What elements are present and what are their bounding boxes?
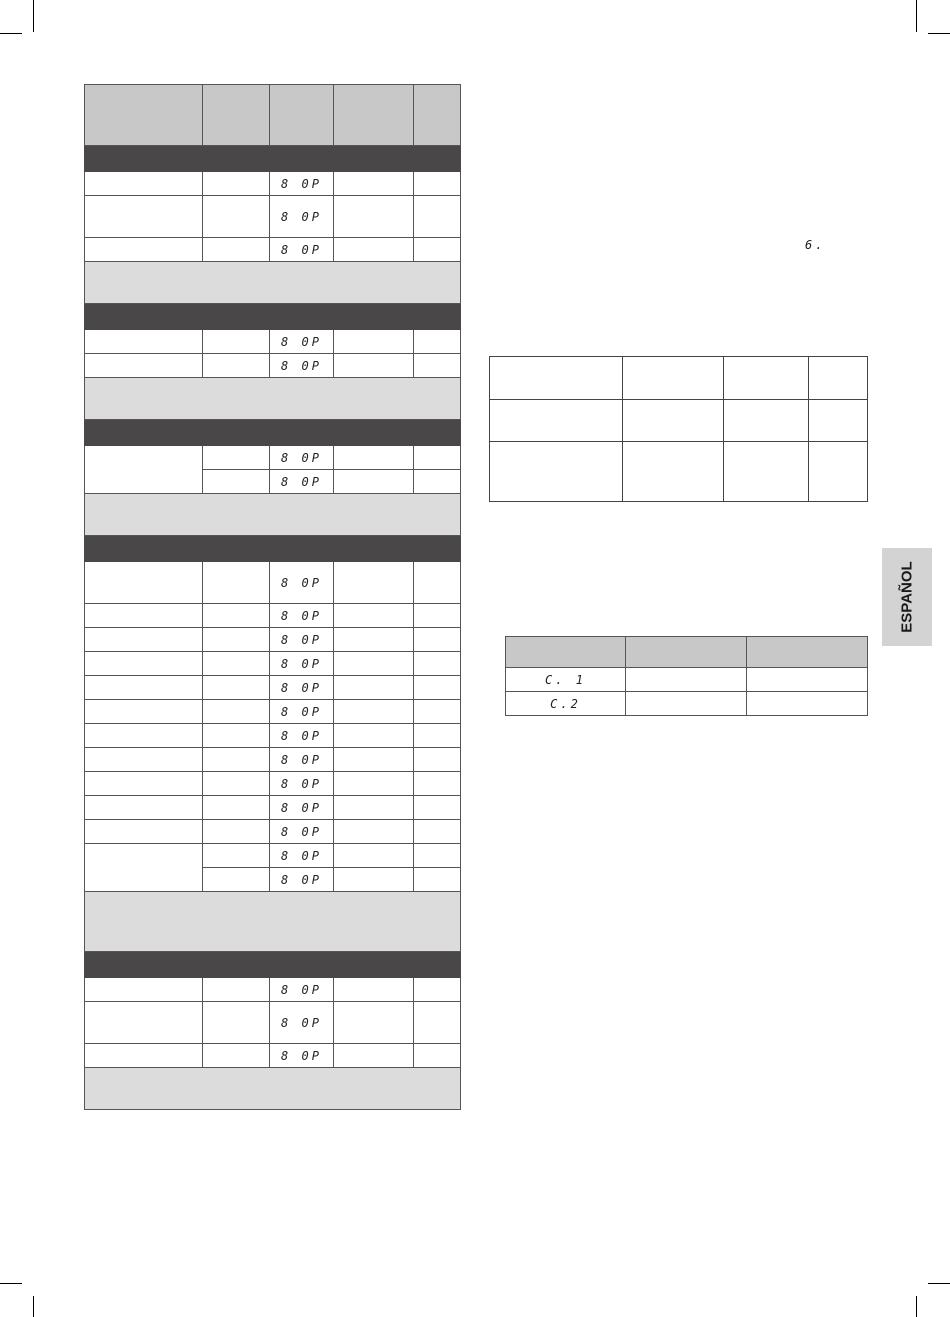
section-bar	[85, 420, 461, 446]
table-header	[85, 85, 461, 146]
table-row	[85, 796, 461, 820]
table-row	[85, 354, 461, 378]
display-symbol: 8 0P	[270, 196, 334, 238]
table-row	[85, 652, 461, 676]
section-bar	[85, 952, 461, 978]
crop-mark	[928, 1283, 950, 1284]
display-symbol: 8 0P	[270, 796, 334, 820]
table-row	[85, 724, 461, 748]
table-row	[490, 442, 868, 502]
code-table	[505, 636, 868, 716]
table-row	[506, 668, 868, 692]
table-row	[85, 604, 461, 628]
display-symbol: 8 0P	[270, 1044, 334, 1068]
display-symbol: 8 0P	[270, 652, 334, 676]
table-row	[85, 772, 461, 796]
table-row	[85, 844, 461, 868]
table-row	[85, 628, 461, 652]
settings-table	[489, 356, 868, 502]
crop-mark	[916, 1296, 917, 1317]
table-row	[85, 978, 461, 1002]
display-symbol: 8 0P	[270, 676, 334, 700]
table-row	[85, 238, 461, 262]
language-tab-label: ESPAÑOL	[898, 561, 916, 633]
display-symbol: 8 0P	[270, 446, 334, 470]
table-row	[490, 400, 868, 442]
table-row	[85, 330, 461, 354]
display-symbol: 8 0P	[270, 562, 334, 604]
section-bar	[85, 536, 461, 562]
table-header	[490, 357, 868, 400]
note-row	[85, 378, 461, 420]
table-row	[85, 172, 461, 196]
code-cell: C. 1	[506, 668, 626, 692]
display-symbol: 8 0P	[270, 172, 334, 196]
table-row	[85, 446, 461, 470]
table-row	[85, 1044, 461, 1068]
section-bar	[85, 146, 461, 172]
display-symbol: 8 0P	[270, 820, 334, 844]
crop-mark	[0, 33, 22, 34]
crop-mark	[33, 0, 34, 32]
display-symbol: 8 0P	[270, 724, 334, 748]
display-symbol: 8 0P	[270, 604, 334, 628]
table-header	[506, 637, 868, 668]
table-row	[85, 748, 461, 772]
table-row	[85, 676, 461, 700]
note-row	[85, 262, 461, 304]
display-symbol: 8 0P	[270, 978, 334, 1002]
display-symbol: 8 0P	[270, 748, 334, 772]
display-symbol: 8 0P	[270, 772, 334, 796]
display-symbol: 8 0P	[270, 844, 334, 868]
note-row	[85, 1068, 461, 1110]
table-row	[506, 692, 868, 716]
display-symbol: 8 0P	[270, 330, 334, 354]
display-symbol: 8 0P	[270, 868, 334, 892]
note-row	[85, 892, 461, 952]
program-table	[84, 84, 461, 1110]
step-digit: 6.	[805, 238, 826, 252]
display-symbol: 8 0P	[270, 1002, 334, 1044]
table-row	[85, 700, 461, 724]
table-row	[85, 1002, 461, 1044]
section-bar	[85, 304, 461, 330]
crop-mark	[33, 1296, 34, 1317]
crop-mark	[0, 1283, 22, 1284]
display-symbol: 8 0P	[270, 354, 334, 378]
display-symbol: 8 0P	[270, 628, 334, 652]
table-row	[85, 820, 461, 844]
code-cell: C.2	[506, 692, 626, 716]
language-tab	[882, 548, 932, 646]
note-row	[85, 494, 461, 536]
display-symbol: 8 0P	[270, 700, 334, 724]
display-symbol: 8 0P	[270, 238, 334, 262]
display-symbol: 8 0P	[270, 470, 334, 494]
table-row	[85, 196, 461, 238]
table-row	[85, 562, 461, 604]
crop-mark	[916, 0, 917, 32]
crop-mark	[928, 33, 950, 34]
